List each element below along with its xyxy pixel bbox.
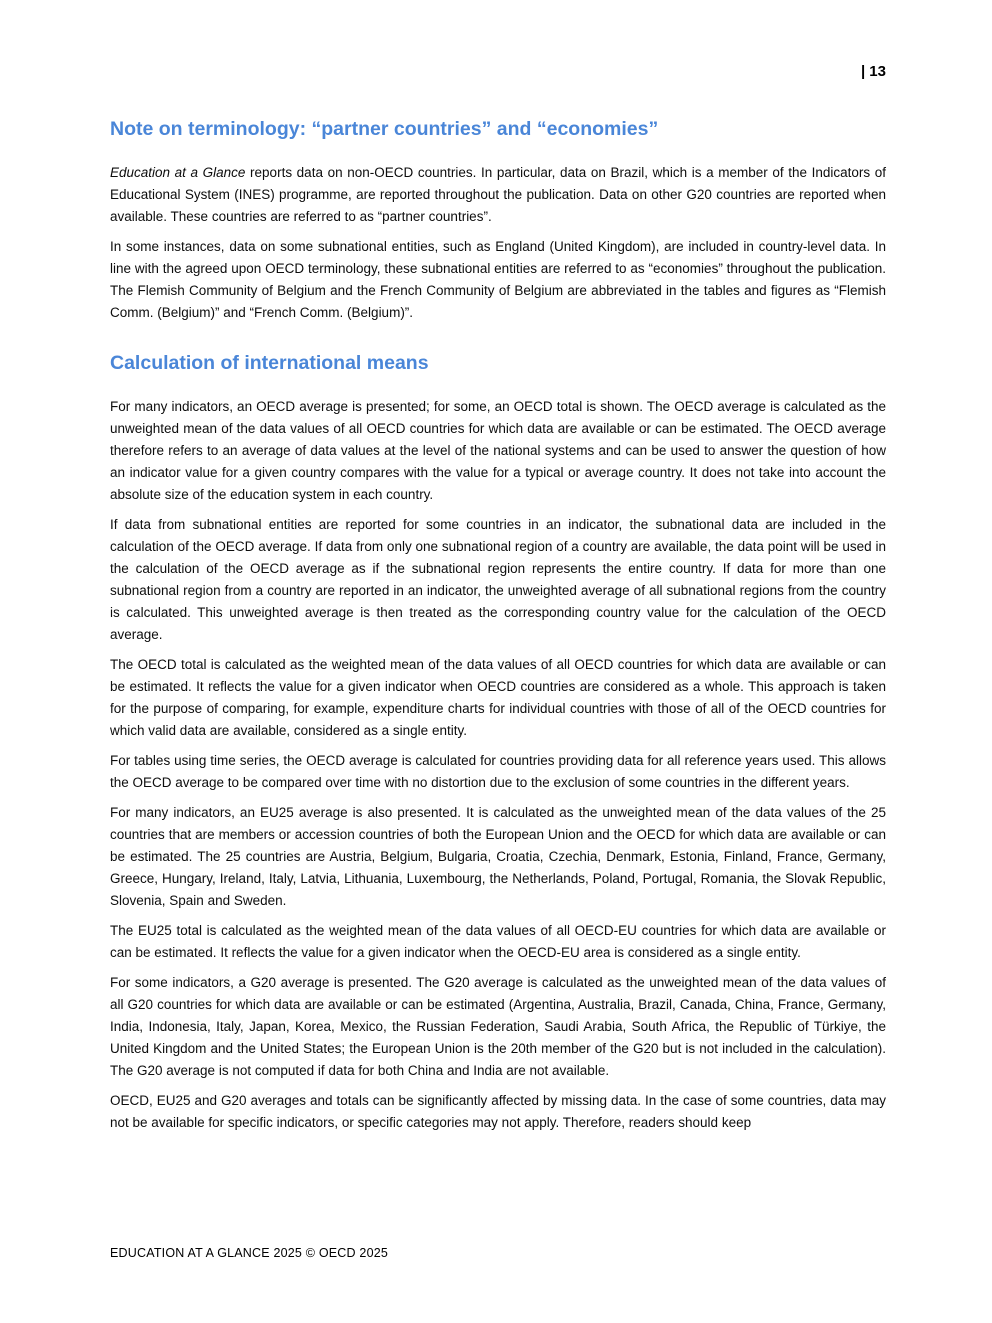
paragraph-calculation-2: If data from subnational entities are reported for some countries in an indicator, the subnational data are included in the calculation of the OECD average. If data from only one subnational region of a country are available, the data point will be used in the calculation of the OECD average as if the subnational region represents the entire country. If data for more than one subnational region from a country are reported in an indicator, the unweighted average of all subnational regions from the country is calculated. This unweighted average is then treated as the corresponding country value for the calculation of the OECD average. (110, 517, 886, 642)
paragraph-terminology-1-text: reports data on non-OECD countries. In particular, data on Brazil, which is a member of the Indicators of Educational System (INES) programme, are reported throughout the publication. Data on other G20 countries are reported when available. These countries are referred to as “partner countries”. (110, 165, 887, 224)
page-footer: EDUCATION AT A GLANCE 2025 © OECD 2025 (110, 1246, 389, 1260)
publication-title-italic: Education at a Glance (110, 165, 246, 180)
paragraph-calculation-7: For some indicators, a G20 average is presented. The G20 average is calculated as the unweighted mean of the data values of all G20 countries for which data are available or can be estimated (Argentina, Australia, Brazil, Canada, China, France, Germany, India, Indonesia, Italy, Japan, Korea, Mexico, the Russian Federation, Saudi Arabia, South Africa, the Republic of Türkiye, the United Kingdom and the United States; the European Union is the 20th member of the G20 but is not included in the calculation). The G20 average is not computed if data for both China and India are not available. (110, 975, 886, 1078)
paragraph-calculation-8: OECD, EU25 and G20 averages and totals can be significantly affected by missing data. In the case of some countries, data may not be available for specific indicators, or specific categories may not apply. Therefore, readers should keep (110, 1093, 886, 1130)
paragraph-calculation-3: The OECD total is calculated as the weighted mean of the data values of all OECD countries for which data are available or can be estimated. It reflects the value for a given indicator when OECD countries are considered as a whole. This approach is taken for the purpose of comparing, for example, expenditure charts for individual countries with those of all of the OECD countries for which valid data are available, considered as a single entity. (110, 657, 886, 738)
paragraph-calculation-6: The EU25 total is calculated as the weighted mean of the data values of all OECD-EU countries for which data are available or can be estimated. It reflects the value for a given indicator when the OECD-EU area is considered as a single entity. (110, 923, 886, 960)
paragraph-calculation-1: For many indicators, an OECD average is presented; for some, an OECD total is shown. The OECD average is calculated as the unweighted mean of the data values of all OECD countries for which data are available or can be estimated. The OECD average therefore refers to an average of data values at the level of the national systems and can be used to answer the question of how an indicator value for a given country compares with the value for a typical or average country. It does not take into account the absolute size of the education system in each country. (110, 399, 886, 502)
page-content (110, 0, 886, 1142)
paragraph-terminology-1 (110, 162, 886, 228)
section-heading-calculation: Calculation of international means (110, 352, 429, 374)
paragraph-terminology-2: In some instances, data on some subnational entities, such as England (United Kingdom), are included in country-level data. In line with the agreed upon OECD terminology, these subnational entities are referred to as “economies” throughout the publication. The Flemish Community of Belgium and the French Community of Belgium are abbreviated in the tables and figures as “Flemish Comm. (Belgium)” and “French Comm. (Belgium)”. (110, 239, 886, 320)
page-number: | 13 (860, 63, 886, 80)
paragraph-calculation-5: For many indicators, an EU25 average is also presented. It is calculated as the unweighted mean of the data values of the 25 countries that are members or accession countries of both the European Union and the OECD for which data are available or can be estimated. The 25 countries are Austria, Belgium, Bulgaria, Croatia, Czechia, Denmark, Estonia, Finland, France, Germany, Greece, Hungary, Ireland, Italy, Latvia, Lithuania, Luxembourg, the Netherlands, Poland, Portugal, Romania, the Slovak Republic, Slovenia, Spain and Sweden. (110, 805, 886, 908)
section-heading-terminology: Note on terminology: “partner countries” and “economies” (110, 118, 659, 140)
paragraph-calculation-4: For tables using time series, the OECD average is calculated for countries providing data for all reference years used. This allows the OECD average to be compared over time with no distortion due to the exclusion of some countries in the different years. (110, 753, 886, 790)
